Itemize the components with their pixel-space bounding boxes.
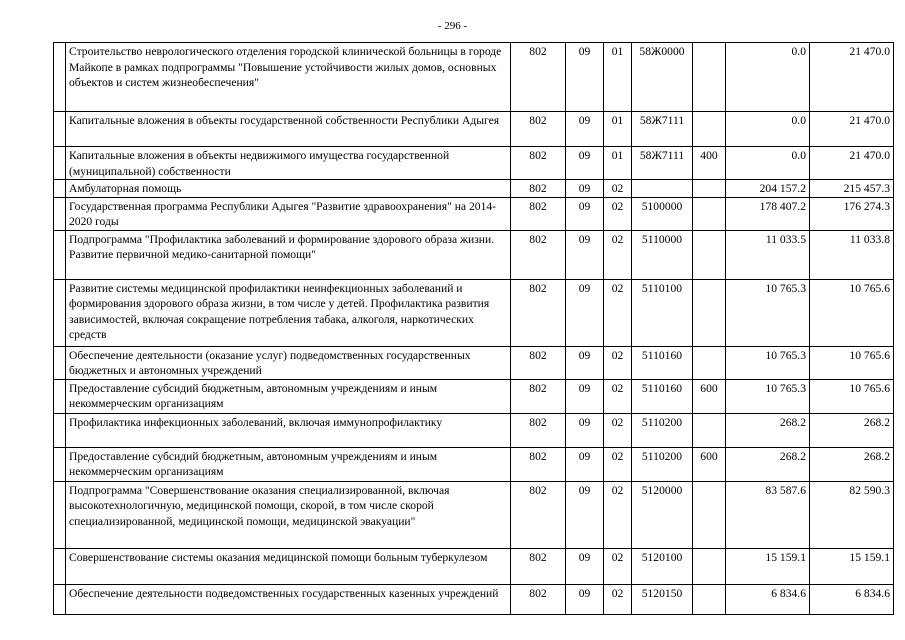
row-pr-cell: 02: [604, 379, 632, 413]
row-ved-cell: 802: [511, 43, 566, 112]
row-name-cell: Профилактика инфекционных заболеваний, включая иммунопрофилактику: [66, 413, 511, 447]
row-sum2-cell: 82 590.3: [810, 481, 894, 548]
row-rz-cell: 09: [566, 43, 604, 112]
row-rz-cell: 09: [566, 481, 604, 548]
row-sum1-cell: 15 159.1: [726, 548, 810, 584]
row-csr-cell: 5110000: [632, 230, 693, 279]
row-sum1-cell: 268.2: [726, 413, 810, 447]
row-vr-cell: [693, 112, 726, 147]
row-empty-cell: [54, 279, 66, 346]
row-empty-cell: [54, 584, 66, 614]
row-vr-cell: [693, 584, 726, 614]
row-ved-cell: 802: [511, 584, 566, 614]
row-name-cell: Амбулаторная помощь: [66, 180, 511, 198]
row-csr-cell: [632, 180, 693, 198]
row-csr-cell: 5120100: [632, 548, 693, 584]
row-pr-cell: 02: [604, 346, 632, 379]
row-name-cell: Развитие системы медицинской профилактики неинфекционных заболеваний и формирования здорового образа жизни, в том числе у детей. Профилактика развития зависимостей, включая сокращение потребления табака, алкоголя, наркотических средств: [66, 279, 511, 346]
row-empty-cell: [54, 43, 66, 112]
row-vr-cell: [693, 413, 726, 447]
table-body: [54, 43, 894, 615]
row-pr-cell: 02: [604, 230, 632, 279]
row-rz-cell: 09: [566, 279, 604, 346]
row-rz-cell: 09: [566, 112, 604, 147]
row-sum2-cell: 10 765.6: [810, 346, 894, 379]
table-row: [54, 481, 894, 548]
row-ved-cell: 802: [511, 230, 566, 279]
row-vr-cell: [693, 230, 726, 279]
row-sum1-cell: 11 033.5: [726, 230, 810, 279]
row-sum2-cell: 268.2: [810, 447, 894, 481]
row-sum2-cell: 21 470.0: [810, 147, 894, 180]
row-vr-cell: [693, 279, 726, 346]
row-rz-cell: 09: [566, 230, 604, 279]
row-name-cell: Совершенствование системы оказания медицинской помощи больным туберкулезом: [66, 548, 511, 584]
row-sum2-cell: 10 765.6: [810, 379, 894, 413]
row-pr-cell: 01: [604, 112, 632, 147]
row-rz-cell: 09: [566, 548, 604, 584]
row-rz-cell: 09: [566, 346, 604, 379]
row-rz-cell: 09: [566, 413, 604, 447]
row-vr-cell: 600: [693, 447, 726, 481]
row-ved-cell: 802: [511, 379, 566, 413]
table-row: [54, 379, 894, 413]
row-csr-cell: 5110160: [632, 379, 693, 413]
row-sum1-cell: 83 587.6: [726, 481, 810, 548]
table-row: [54, 147, 894, 180]
row-vr-cell: [693, 346, 726, 379]
page-number: - 296 -: [437, 20, 468, 32]
table-row: [54, 230, 894, 279]
row-pr-cell: 02: [604, 447, 632, 481]
row-sum1-cell: 204 157.2: [726, 180, 810, 198]
row-csr-cell: 58Ж0000: [632, 43, 693, 112]
table-row: [54, 112, 894, 147]
row-name-cell: Государственная программа Республики Адыгея "Развитие здравоохранения" на 2014-2020 годы: [66, 197, 511, 230]
row-empty-cell: [54, 230, 66, 279]
row-rz-cell: 09: [566, 447, 604, 481]
row-vr-cell: [693, 180, 726, 198]
row-sum2-cell: 21 470.0: [810, 43, 894, 112]
row-ved-cell: 802: [511, 413, 566, 447]
row-csr-cell: 5110100: [632, 279, 693, 346]
row-csr-cell: 5110200: [632, 447, 693, 481]
row-vr-cell: [693, 481, 726, 548]
row-sum1-cell: 6 834.6: [726, 584, 810, 614]
row-vr-cell: [693, 43, 726, 112]
row-vr-cell: 600: [693, 379, 726, 413]
row-empty-cell: [54, 481, 66, 548]
row-rz-cell: 09: [566, 147, 604, 180]
row-csr-cell: 5120000: [632, 481, 693, 548]
row-rz-cell: 09: [566, 180, 604, 198]
row-empty-cell: [54, 413, 66, 447]
row-empty-cell: [54, 447, 66, 481]
row-csr-cell: 5110200: [632, 413, 693, 447]
row-ved-cell: 802: [511, 112, 566, 147]
row-sum1-cell: 10 765.3: [726, 379, 810, 413]
row-vr-cell: 400: [693, 147, 726, 180]
row-pr-cell: 02: [604, 584, 632, 614]
row-sum2-cell: 15 159.1: [810, 548, 894, 584]
row-rz-cell: 09: [566, 197, 604, 230]
table-row: [54, 548, 894, 584]
row-ved-cell: 802: [511, 197, 566, 230]
row-sum1-cell: 0.0: [726, 43, 810, 112]
table-row: [54, 43, 894, 112]
row-pr-cell: 02: [604, 279, 632, 346]
row-name-cell: Подпрограмма "Профилактика заболеваний и формирование здорового образа жизни. Развитие первичной медико-санитарной помощи": [66, 230, 511, 279]
row-pr-cell: 02: [604, 197, 632, 230]
row-empty-cell: [54, 180, 66, 198]
row-ved-cell: 802: [511, 346, 566, 379]
row-pr-cell: 01: [604, 43, 632, 112]
row-name-cell: Предоставление субсидий бюджетным, автономным учреждениям и иным некоммерческим организациям: [66, 379, 511, 413]
row-name-cell: Обеспечение деятельности (оказание услуг) подведомственных государственных бюджетных и автономных учреждений: [66, 346, 511, 379]
table-row: [54, 180, 894, 198]
row-ved-cell: 802: [511, 548, 566, 584]
row-empty-cell: [54, 197, 66, 230]
row-sum1-cell: 0.0: [726, 147, 810, 180]
row-sum2-cell: 176 274.3: [810, 197, 894, 230]
row-name-cell: Строительство неврологического отделения городской клинической больницы в городе Майкопе в рамках подпрограммы "Повышение устойчивости жилых домов, основных объектов и систем жизнеобеспечения": [66, 43, 511, 112]
row-rz-cell: 09: [566, 379, 604, 413]
row-vr-cell: [693, 197, 726, 230]
budget-table: [53, 42, 894, 615]
table-row: [54, 279, 894, 346]
row-sum2-cell: 215 457.3: [810, 180, 894, 198]
row-sum2-cell: 10 765.6: [810, 279, 894, 346]
row-csr-cell: 58Ж7111: [632, 147, 693, 180]
row-empty-cell: [54, 548, 66, 584]
row-pr-cell: 01: [604, 147, 632, 180]
row-pr-cell: 02: [604, 481, 632, 548]
row-sum2-cell: 268.2: [810, 413, 894, 447]
row-sum1-cell: 0.0: [726, 112, 810, 147]
row-csr-cell: 5110160: [632, 346, 693, 379]
row-ved-cell: 802: [511, 447, 566, 481]
row-sum1-cell: 268.2: [726, 447, 810, 481]
row-sum2-cell: 21 470.0: [810, 112, 894, 147]
table-row: [54, 346, 894, 379]
row-ved-cell: 802: [511, 180, 566, 198]
row-pr-cell: 02: [604, 413, 632, 447]
row-rz-cell: 09: [566, 584, 604, 614]
row-pr-cell: 02: [604, 548, 632, 584]
table-row: [54, 584, 894, 614]
row-vr-cell: [693, 548, 726, 584]
row-sum1-cell: 10 765.3: [726, 279, 810, 346]
table-row: [54, 413, 894, 447]
row-ved-cell: 802: [511, 481, 566, 548]
row-csr-cell: 5120150: [632, 584, 693, 614]
row-sum2-cell: 6 834.6: [810, 584, 894, 614]
row-name-cell: Капитальные вложения в объекты недвижимого имущества государственной (муниципальной) собственности: [66, 147, 511, 180]
row-name-cell: Обеспечение деятельности подведомственных государственных казенных учреждений: [66, 584, 511, 614]
row-name-cell: Предоставление субсидий бюджетным, автономным учреждениям и иным некоммерческим организациям: [66, 447, 511, 481]
table-row: [54, 197, 894, 230]
row-ved-cell: 802: [511, 147, 566, 180]
row-sum1-cell: 10 765.3: [726, 346, 810, 379]
row-name-cell: Подпрограмма "Совершенствование оказания специализированной, включая высокотехнологичную, медицинской помощи, скорой, в том числе скорой специализированной, медицинской помощи, медицинской эвакуации": [66, 481, 511, 548]
row-empty-cell: [54, 147, 66, 180]
row-sum2-cell: 11 033.8: [810, 230, 894, 279]
row-ved-cell: 802: [511, 279, 566, 346]
row-empty-cell: [54, 346, 66, 379]
table-row: [54, 447, 894, 481]
row-empty-cell: [54, 379, 66, 413]
row-empty-cell: [54, 112, 66, 147]
row-pr-cell: 02: [604, 180, 632, 198]
row-csr-cell: 5100000: [632, 197, 693, 230]
row-name-cell: Капитальные вложения в объекты государственной собственности Республики Адыгея: [66, 112, 511, 147]
row-csr-cell: 58Ж7111: [632, 112, 693, 147]
row-sum1-cell: 178 407.2: [726, 197, 810, 230]
